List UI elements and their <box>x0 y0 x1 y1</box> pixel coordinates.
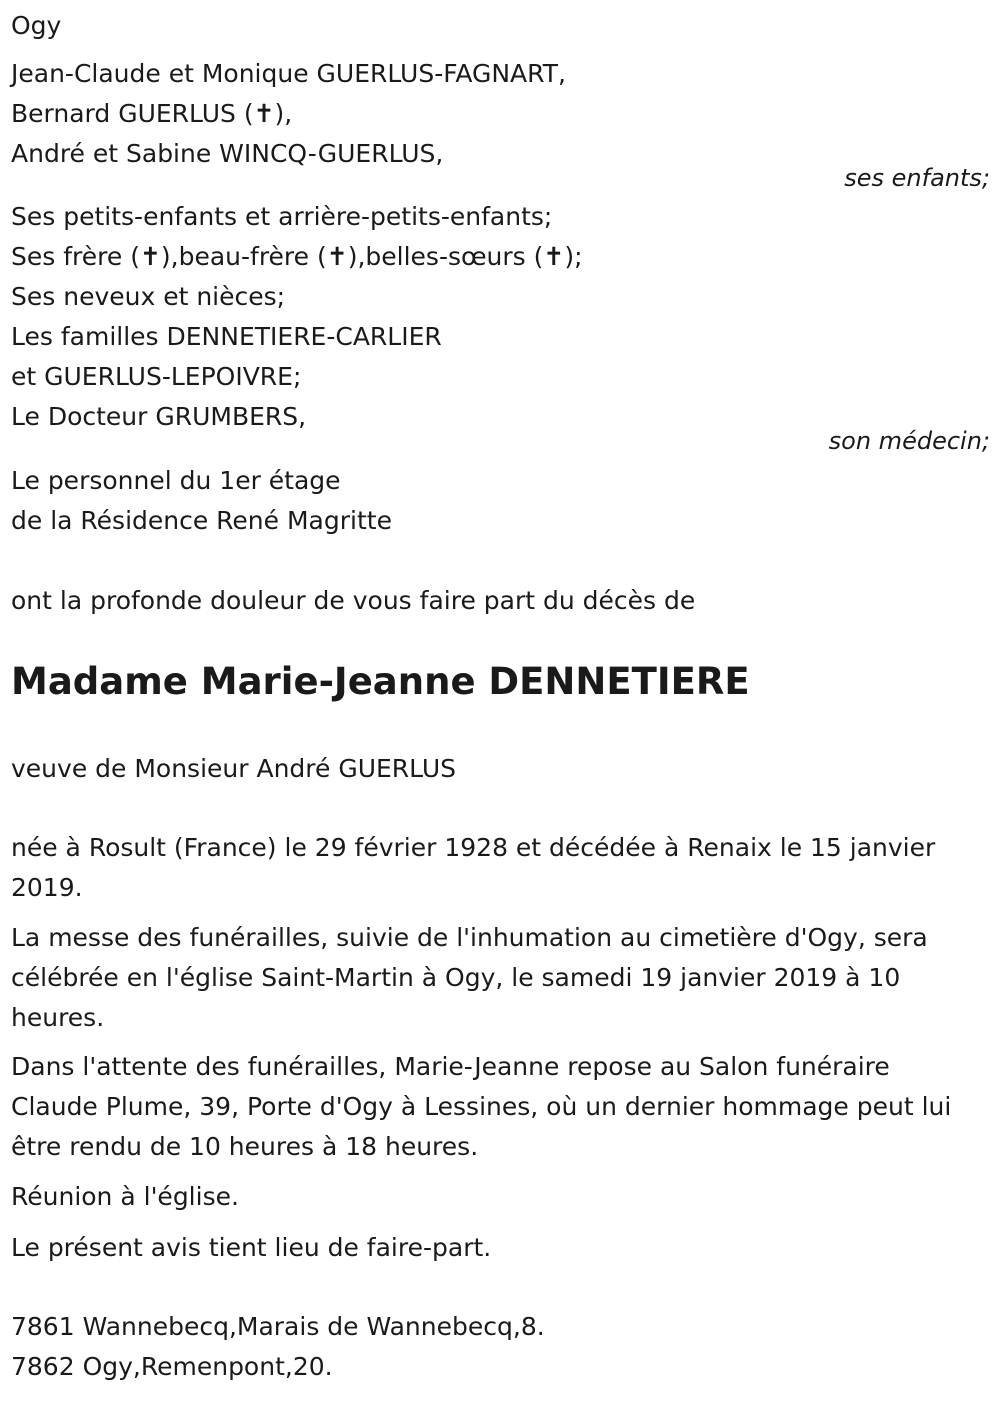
staff-list <box>11 461 990 541</box>
funeral-paragraph: La messe des funérailles, suivie de l'inhumation au cimetière d'Ogy, sera célébrée en l'église Saint-Martin à Ogy, le samedi 19 janvier 2019 à 10 heures. <box>11 923 928 1032</box>
family-line: Ses frère (✝),beau-frère (✝),belles-sœurs (✝); <box>11 242 583 271</box>
notice-paragraph: Le présent avis tient lieu de faire-part. <box>11 1233 492 1262</box>
child-line: Jean-Claude et Monique GUERLUS-FAGNART, <box>11 59 566 88</box>
location-label: Ogy <box>11 11 62 40</box>
children-list <box>11 54 990 174</box>
meeting-paragraph: Réunion à l'église. <box>11 1182 239 1211</box>
child-line: André et Sabine WINCQ-GUERLUS, <box>11 139 444 168</box>
doctor-note: son médecin; <box>828 427 990 455</box>
widow-of <box>11 749 990 789</box>
child-line: Bernard GUERLUS (✝), <box>11 99 293 128</box>
viewing-paragraph: Dans l'attente des funérailles, Marie-Jeanne repose au Salon funéraire Claude Plume, 39, Porte d'Ogy à Lessines, où un dernier hommage peut lui être rendu de 10 heures à 18 heures. <box>11 1052 952 1161</box>
family-line: et GUERLUS-LEPOIVRE; <box>11 362 302 391</box>
staff-line: Le personnel du 1er étage <box>11 466 341 495</box>
staff-line: de la Résidence René Magritte <box>11 506 392 535</box>
location-header <box>11 6 990 46</box>
family-line: Ses neveux et nièces; <box>11 282 286 311</box>
address-line: 7862 Ogy,Remenpont,20. <box>11 1352 333 1381</box>
deceased-name: Madame Marie-Jeanne DENNETIERE <box>11 660 750 703</box>
announcement-text: ont la profonde douleur de vous faire part du décès de <box>11 586 696 615</box>
family-line: Les familles DENNETIERE-CARLIER <box>11 322 442 351</box>
family-line: Le Docteur GRUMBERS, <box>11 402 307 431</box>
address-list <box>11 1307 990 1387</box>
family-line: Ses petits-enfants et arrière-petits-enfants; <box>11 202 553 231</box>
children-note: ses enfants; <box>844 164 990 192</box>
widow-of-text: veuve de Monsieur André GUERLUS <box>11 754 457 783</box>
family-list <box>11 197 990 437</box>
address-line: 7861 Wannebecq,Marais de Wannebecq,8. <box>11 1312 545 1341</box>
announcement <box>11 581 990 621</box>
birth-death-paragraph: née à Rosult (France) le 29 février 1928 et décédée à Renaix le 15 janvier 2019. <box>11 833 936 902</box>
